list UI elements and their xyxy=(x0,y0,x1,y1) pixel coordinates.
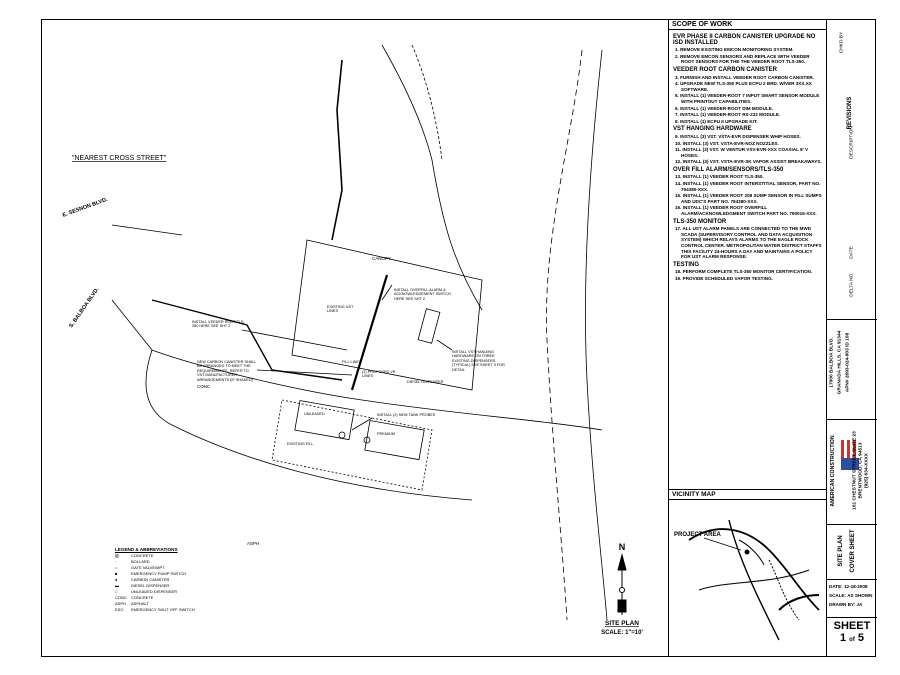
scope-body xyxy=(669,30,826,285)
scope-item: 2. REMOVE EMCON SENSORS AND REPLACE WITH VEEDER ROOT SENSORS FOR THE THE VEEDER ROOT TLS-350. xyxy=(675,53,810,65)
company-name: AMERICAN CONSTRUCTION xyxy=(830,435,836,507)
scope-of-work-panel xyxy=(668,20,826,490)
legend-symbol: ○ xyxy=(115,565,118,570)
legend-item xyxy=(115,607,225,613)
scope-heading: EVR PHASE II CARBON CANISTER UPGRADE NO ISD INSTALLED xyxy=(673,34,816,46)
scope-item: 7. INSTALL (1) VEEDER-ROOT RS-232 MODULE. xyxy=(675,112,781,118)
vicinity-map-panel xyxy=(668,490,826,657)
vicinity-title: VICINITY MAP xyxy=(669,490,826,500)
scope-title: SCOPE OF WORK xyxy=(669,20,826,30)
street-sesnon: E. SESNON BLVD. xyxy=(61,196,109,219)
legend-symbol: ASPH xyxy=(115,601,126,606)
legend-symbol: ▬ xyxy=(115,583,119,588)
rev-col-3: DATE xyxy=(849,246,855,259)
date-box xyxy=(827,580,877,618)
scope-item: 5. INSTALL (1) VEEDER-ROOT 7 INPUT SMART SENSOR MODULE WITH PRINTOUT CAPABILITIES. xyxy=(675,93,820,104)
scope-item: 13. INSTALL (1) VEEDER ROOT TLS-350. xyxy=(675,174,764,180)
scope-heading: TLS-350 MONITOR xyxy=(673,218,727,225)
road-centerline-east xyxy=(546,50,582,620)
date-value: DATE: 12-18-2008 xyxy=(829,584,868,589)
callout-emergency: NEW CARBON CANISTER SHALL BE ARRANGED TO MEET THE REQUIREMENTS, REFER TO VST MANUFACTURER ARRANGEMENTS (IF SHADED) xyxy=(197,360,257,382)
scope-item: 14. INSTALL (1) VEEDER ROOT INTERSTITIAL SENSOR, PART NO. 794380-XXX. xyxy=(675,181,821,192)
scope-item: 4. UPGRADE NEW TLS-350 PLUS ECPU 2 BRD. W/VER 3XX.XX SOFTWARE. xyxy=(675,81,812,92)
legend-text: EMERGENCY SHUT OFF SWITCH xyxy=(131,607,195,612)
legend-text: DIESEL DISPENSER xyxy=(131,583,170,588)
legend-symbol: ● xyxy=(115,577,118,582)
title-block xyxy=(826,20,876,657)
legend-symbol: ▨ xyxy=(115,553,119,558)
scope-item: 18. PERFORM COMPLETE TLS-350 MONITOR CERTIFICATION. xyxy=(675,269,813,275)
scope-item: 15. INSTALL (1) VEEDER ROOT 208 SUMP SENSOR IN FILL SUMPS AND UDC'S PART NO. 794380-XXX. xyxy=(675,193,822,204)
legend-text: CONCRETE xyxy=(131,553,154,558)
scope-item: 16. INSTALL (1) VEEDER ROOT OVERFILL ALARM/ACKNOWLEDGMENT SWITCH PART NO. 790015-XXX. xyxy=(675,205,817,217)
sheet-of: of xyxy=(849,637,855,643)
address-line-1: 17000 BALBOA BLVD. xyxy=(829,337,835,388)
sheet-label: SHEET xyxy=(833,620,871,632)
scope-item: 1. REMOVE EXISTING EMCON MONITORING SYSTEM. xyxy=(675,47,794,53)
street-balboa: S. BALBOA BLVD. xyxy=(68,286,101,330)
probe-1 xyxy=(339,432,345,438)
fill-lines-label: FILL LINES xyxy=(342,360,362,364)
scope-heading: VST HANGING HARDWARE xyxy=(673,126,752,133)
nearest-cross-street: "NEAREST CROSS STREET" xyxy=(72,155,167,162)
sheet-number: 1 xyxy=(839,632,847,644)
scope-item: 6. INSTALL (1) VEEDER-ROOT DIM MODULE. xyxy=(675,105,774,111)
legend-text: ASPHALT xyxy=(131,601,149,606)
company-line-3: (925) 634-XXXX xyxy=(864,453,870,488)
north-arrow xyxy=(618,555,626,615)
road-edge-east xyxy=(585,50,607,620)
tank-premium-label: PREMIUM xyxy=(377,432,395,436)
site-plan-scale: SCALE: 1"=10' xyxy=(601,630,643,636)
scope-item: 9. INSTALL (3) VST. VSTA-EVR DISPENSER WHIP HOSES. xyxy=(675,133,801,139)
project-area-label: PROJECT AREA xyxy=(674,532,721,538)
scope-item: 12. INSTALL (3) VST. VSTA-EVR-SK VAPOR ASSIST BREAKAWAYS. xyxy=(675,159,822,165)
conc-label: CONC xyxy=(197,384,211,389)
legend-symbol: · xyxy=(115,559,117,564)
site-plan-title: SITE PLAN xyxy=(605,620,639,627)
scope-heading: OVER FILL ALARM/SENSORS/TLS-350 xyxy=(673,166,784,173)
vapor-lines-label: (2) PROPOSED VR LINES xyxy=(362,370,396,379)
sheet-title-1: SITE PLAN xyxy=(838,535,844,567)
asph-label: ASPH xyxy=(247,541,260,546)
rev-col-2: DESCRIPTION xyxy=(849,126,855,159)
tank-unleaded-label: UNLEADED xyxy=(304,412,325,416)
legend-title: LEGEND & ABBREVIATIONS xyxy=(115,547,178,552)
callout-hanging: INSTALL VST HANGING HARDWARE ON THREE EXISTING DISPENSERS (TYPICAL) SEE SHEET 3 FOR DETAIL xyxy=(452,350,505,372)
revisions-box xyxy=(827,20,877,320)
diesel-disp-label: DIESEL DISPENSER xyxy=(407,380,444,384)
scope-item: 8. INSTALL (1) ECPU II UPGRADE KIT. xyxy=(675,118,758,124)
rev-col-4: DELTA NO. xyxy=(849,272,855,297)
scope-heading: TESTING xyxy=(673,261,700,268)
legend-text: GATE VALVE/MPT xyxy=(131,565,165,570)
drawn-by-value: DRAWN BY: JA xyxy=(829,602,863,607)
sheet-total: 5 xyxy=(857,632,865,644)
callout-overfill: INSTALL OVERFILL ALARM & ACKNOWLEDGEMENT SWITCH HERE SEE SHT 2 xyxy=(394,288,451,301)
legend-text: EMERGENCY PUMP SWITCH xyxy=(131,571,187,576)
legend-symbol: ESO xyxy=(115,607,124,612)
leader-hanging xyxy=(437,340,452,350)
existing-fill-label: EXISTING FILL xyxy=(287,442,314,446)
company-line-2: BRENTWOOD, CA 94513 xyxy=(858,442,864,499)
legend-symbol: ■ xyxy=(115,571,118,576)
legend-text: BOLLARD xyxy=(131,559,150,564)
scope-item: 3. FURNISH AND INSTALL VEEDER ROOT CARBON CANISTER. xyxy=(675,74,815,80)
address-box xyxy=(827,320,877,420)
vicinity-map xyxy=(669,500,825,650)
address-line-2: GRANADA HILLS, CA 91344 xyxy=(837,330,843,395)
revisions-label: REVISIONS xyxy=(847,96,853,130)
building-wall xyxy=(332,60,342,240)
scale-value: SCALE: AS SHOWN xyxy=(829,593,873,598)
legend-symbol: CONC xyxy=(115,595,127,600)
sesnon-street-line xyxy=(112,225,182,235)
legend-text: CONCRETE xyxy=(131,595,154,600)
legend-symbol: □ xyxy=(115,589,118,594)
callout-tls: INSTALL VEEDER ROOT TLS-350 HERE SEE SHT 2 xyxy=(192,320,245,329)
balboa-street-line xyxy=(112,300,152,350)
scope-item: 17. ALL UST ALARM PANELS ARE CONNECTED TO THE MWD SCADA (SUPERVISORY CONTROL AND DATA ACQUISITION SYSTEM) WHICH RELAYS ALARMS TO THE EAGLE ROCK CONTROL CENTER. METROPOLITAN WATER DISTRICT STAFFS THIS FACILITY 24-HOURS A DAY AND MAINTAINS A POLICY FOR UST ALARM RESPONSE. xyxy=(675,226,822,260)
sheet-title-box xyxy=(827,525,877,580)
road-edge-north xyxy=(382,45,482,310)
sheet-title-2: COVER SHEET xyxy=(850,529,856,573)
address-line-3: APN# 2693-024-903 ID 108 xyxy=(845,332,851,393)
callout-probes: INSTALL (2) NEW TANK PROBES xyxy=(377,413,436,417)
scope-item: 10. INSTALL (3) VST. VSTA-EVR-NOZ NOZZLES. xyxy=(675,140,779,146)
callout-ust-lines: EXISTING UST LINES xyxy=(327,305,354,314)
legend-text: UNLEADED DISPENSER xyxy=(131,589,178,594)
north-letter: N xyxy=(618,542,626,552)
scope-item: 19. PROVIDE SCHEDULED VAPOR TESTING. xyxy=(675,275,773,281)
legend-text: CARBON CANISTER xyxy=(131,577,170,582)
company-box xyxy=(827,420,877,525)
scope-heading: VEEDER ROOT CARBON CANISTER xyxy=(673,66,778,73)
canopy-label: CANOPY xyxy=(372,256,392,261)
rev-col-1: CHKD BY xyxy=(839,31,845,54)
legend xyxy=(115,547,225,613)
sheet-number-box xyxy=(827,618,877,657)
scope-item: 11. INSTALL (3) VST. W VENTUR VSV-EVR-XXX COAXIAL 8' V HOSES. xyxy=(675,147,809,158)
company-line-1: 161 CHESTNUT STREET, SUITE 23 xyxy=(852,431,858,510)
legend-rows xyxy=(115,553,225,613)
